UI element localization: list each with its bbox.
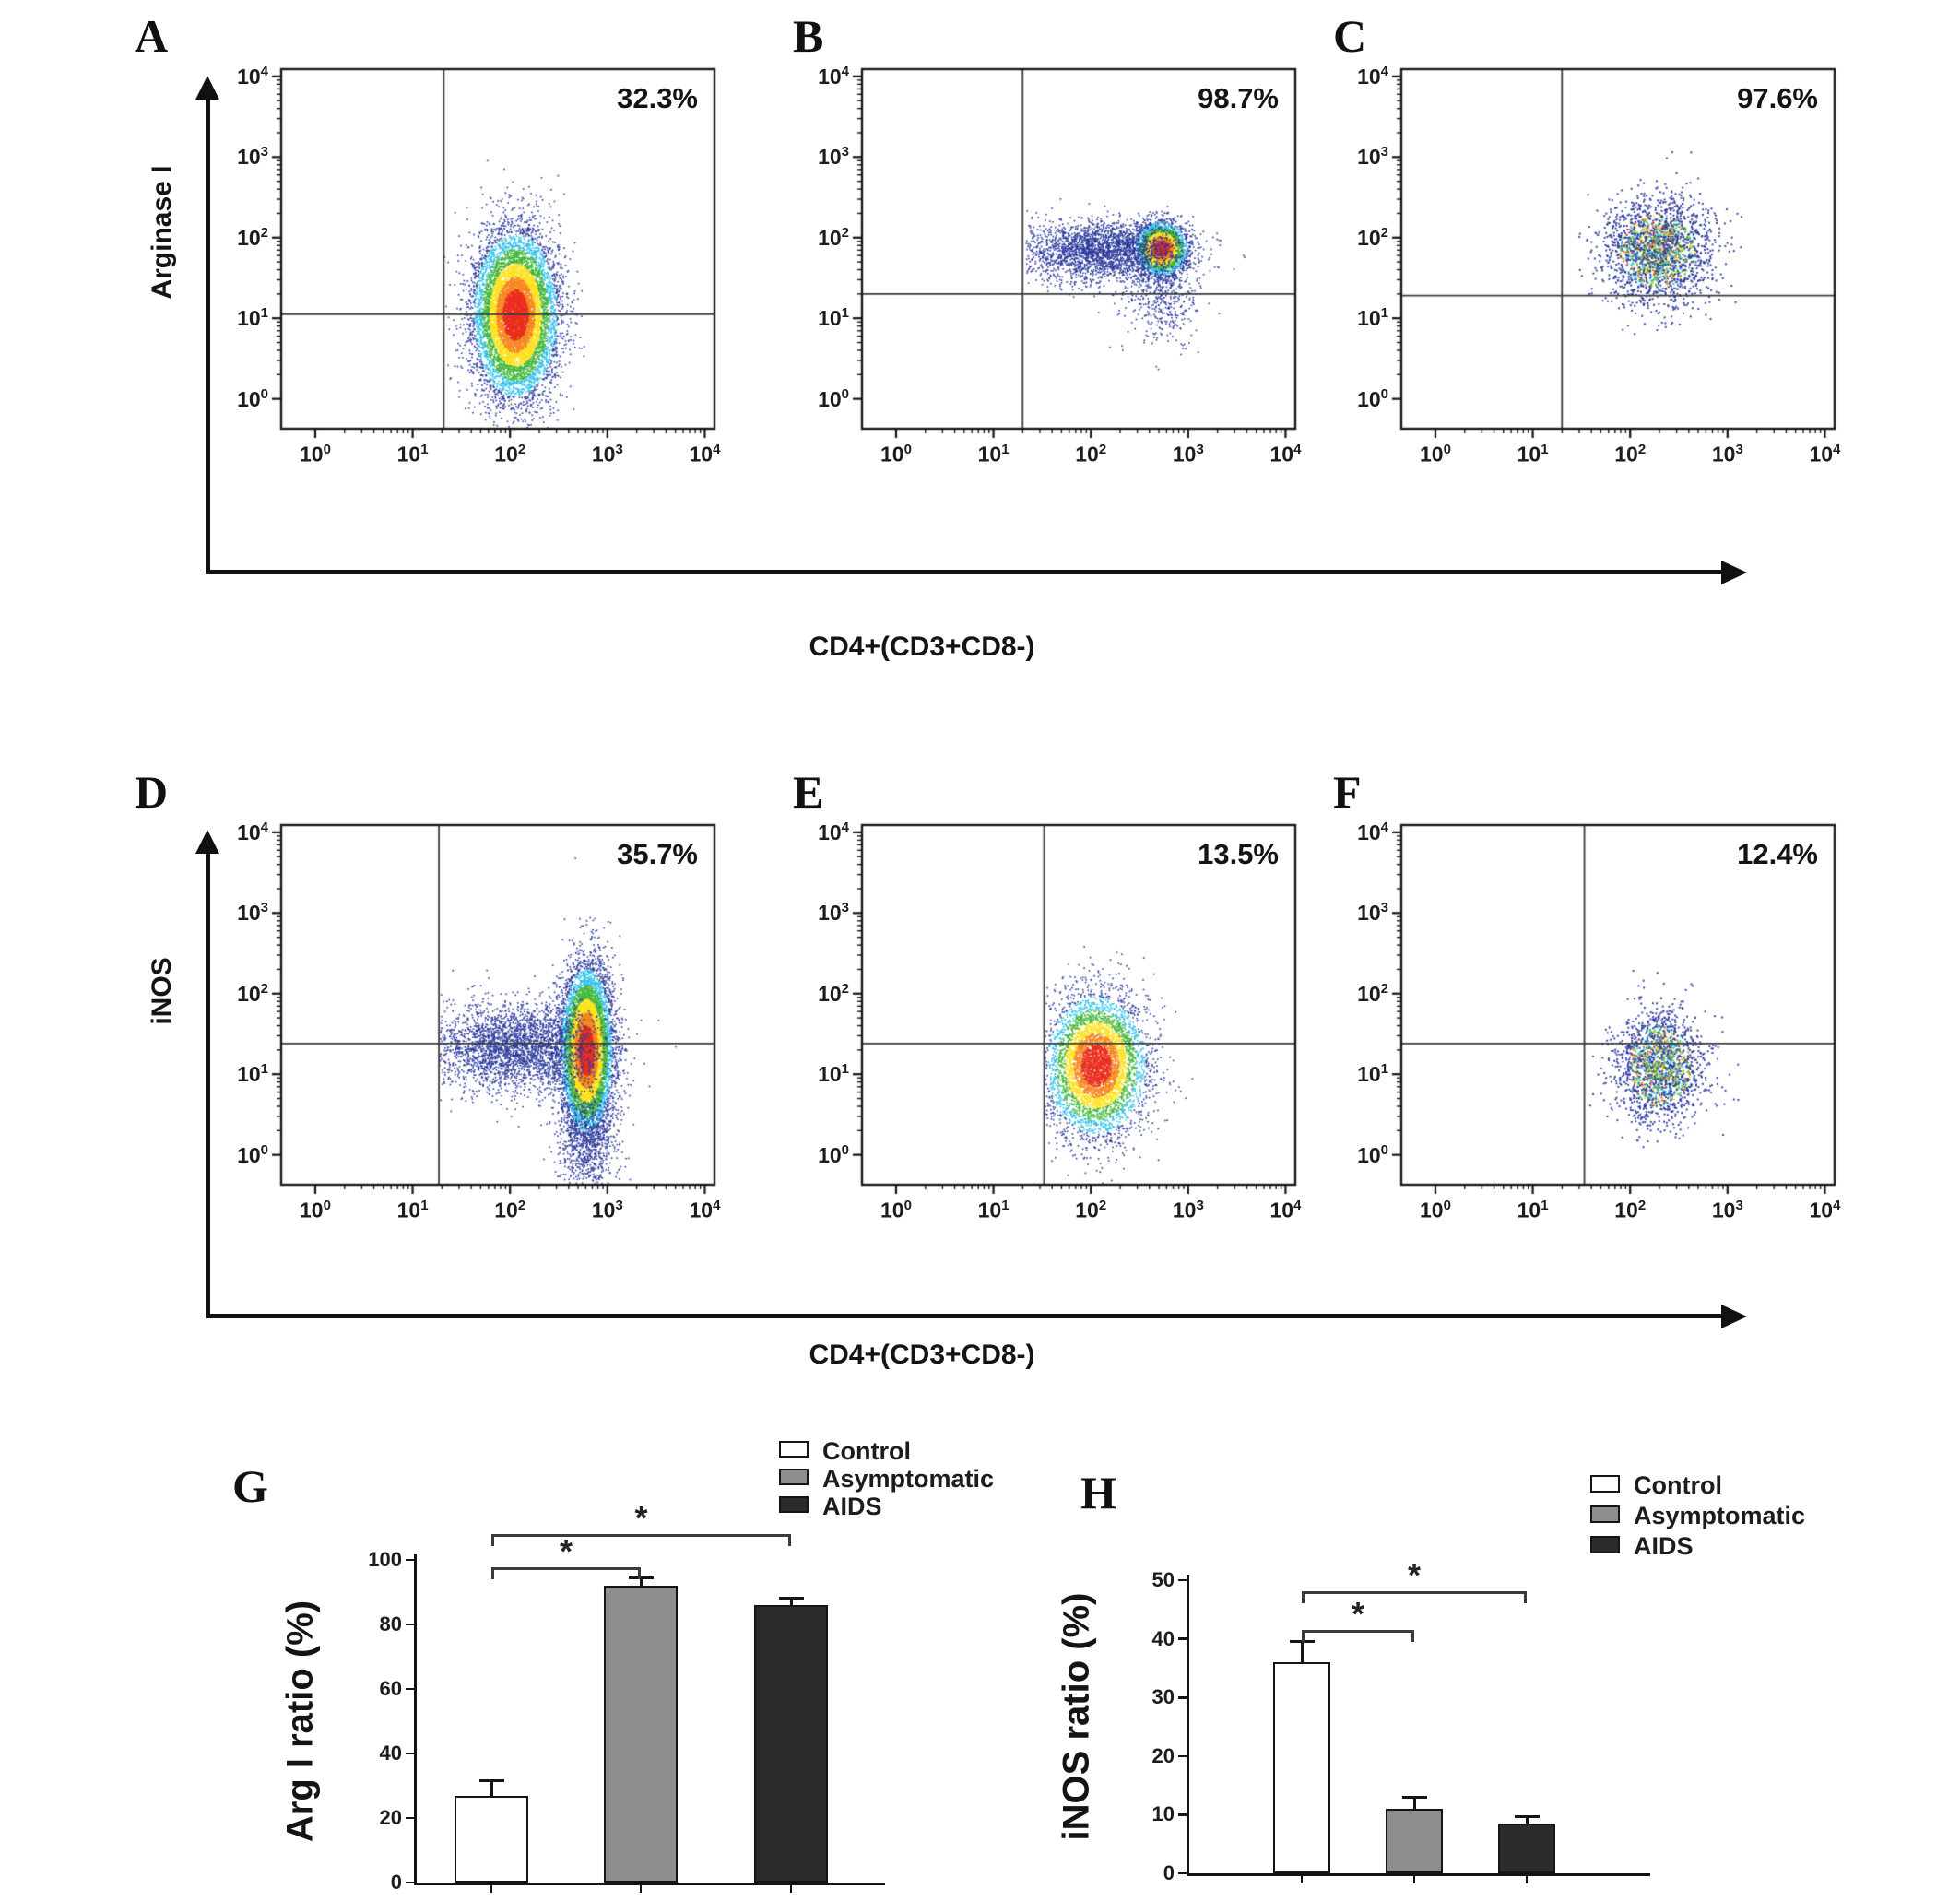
x-tick-label: $10^0$ <box>299 442 331 466</box>
bar-y-axis-title-H: iNOS ratio (%) <box>1056 1592 1097 1841</box>
bar-x-axis-line <box>1187 1873 1650 1876</box>
y-tick-label: $10^0$ <box>818 1141 849 1167</box>
y-tick-label: $10^1$ <box>1357 305 1388 331</box>
x-tick-label: $10^3$ <box>591 1198 623 1222</box>
bar-y-tick <box>1178 1579 1187 1582</box>
legend-swatch-aids <box>779 1496 809 1513</box>
y-tick-label: $10^0$ <box>237 1141 268 1167</box>
x-tick-label: $10^4$ <box>1809 1198 1841 1222</box>
quadrant-percentage-C: 97.6% <box>1737 82 1818 114</box>
bar-y-tick <box>1178 1872 1187 1875</box>
bar-x-axis-line <box>414 1883 885 1885</box>
bar-y-tick-label: 40 <box>379 1742 402 1765</box>
y-tick-label: $10^0$ <box>1357 385 1388 411</box>
bar-y-tick-label: 10 <box>1151 1802 1175 1826</box>
bar-asymptomatic <box>604 1586 678 1883</box>
legend-swatch-control <box>779 1441 809 1458</box>
bar-y-tick <box>406 1753 414 1755</box>
y-tick-label: $10^0$ <box>818 385 849 411</box>
y-tick-label: $10^1$ <box>1357 1061 1388 1087</box>
error-bar-stem <box>1413 1797 1416 1809</box>
bar-y-tick <box>1178 1637 1187 1640</box>
bar-y-tick <box>406 1817 414 1820</box>
legend-swatch-control <box>1590 1475 1620 1493</box>
bar-y-tick <box>1178 1813 1187 1816</box>
y-tick-label: $10^4$ <box>818 64 849 89</box>
x-tick-label: $10^1$ <box>977 1198 1010 1222</box>
error-bar-cap <box>779 1597 804 1600</box>
significance-star: * <box>1351 1595 1365 1633</box>
y-tick-label: $10^1$ <box>818 305 849 331</box>
quadrant-percentage-D: 35.7% <box>617 838 698 870</box>
bar-y-axis-title-G: Arg I ratio (%) <box>279 1600 321 1843</box>
panel-letter-D: D <box>135 766 169 818</box>
x-tick-label: $10^2$ <box>1614 1198 1647 1222</box>
flow-y-axis-arrowhead-icon <box>195 830 219 854</box>
y-tick-label: $10^3$ <box>1357 144 1388 170</box>
bar-x-tick <box>490 1885 493 1893</box>
y-tick-label: $10^2$ <box>818 980 849 1006</box>
bar-y-axis-line <box>414 1554 417 1885</box>
x-tick-label: $10^2$ <box>494 442 526 466</box>
x-tick-label: $10^4$ <box>689 1198 721 1222</box>
legend-label-asymptomatic: Asymptomatic <box>822 1465 995 1493</box>
error-bar-cap <box>1402 1796 1427 1799</box>
x-tick-label: $10^2$ <box>1614 442 1647 466</box>
x-tick-label: $10^0$ <box>880 1198 912 1222</box>
error-bar-stem <box>490 1781 493 1796</box>
x-tick-label: $10^4$ <box>1269 442 1302 466</box>
y-tick-label: $10^4$ <box>237 64 268 89</box>
flow-y-axis-arrowhead-icon <box>195 76 219 100</box>
x-tick-label: $10^0$ <box>299 1198 331 1222</box>
bar-aids <box>1498 1824 1555 1873</box>
bar-x-tick <box>1526 1876 1529 1883</box>
x-tick-label: $10^1$ <box>1517 1198 1549 1222</box>
y-tick-label: $10^4$ <box>818 820 849 844</box>
bar-y-tick <box>1178 1696 1187 1699</box>
x-tick-label: $10^4$ <box>1269 1198 1302 1222</box>
bar-aids <box>754 1605 828 1883</box>
y-tick-label: $10^2$ <box>1357 224 1388 250</box>
bar-y-tick <box>406 1688 414 1691</box>
bar-y-tick-label: 40 <box>1151 1626 1175 1650</box>
bar-x-tick <box>1301 1876 1304 1883</box>
y-tick-label: $10^3$ <box>237 900 268 926</box>
flow-y-axis-title: iNOS <box>147 957 177 1025</box>
bar-y-tick-label: 60 <box>379 1677 402 1700</box>
quadrant-percentage-E: 13.5% <box>1198 838 1279 870</box>
y-tick-label: $10^4$ <box>1357 820 1388 844</box>
y-tick-label: $10^4$ <box>237 820 268 844</box>
flow-x-axis-arrow-shaft <box>206 570 1722 574</box>
x-tick-label: $10^0$ <box>1419 442 1451 466</box>
x-tick-label: $10^3$ <box>1172 442 1204 466</box>
panel-letter-G: G <box>232 1460 268 1512</box>
y-tick-label: $10^1$ <box>237 305 268 331</box>
flow-x-axis-arrow-shaft <box>206 1314 1722 1318</box>
legend-label-aids: AIDS <box>1634 1532 1694 1560</box>
panel-letter-H: H <box>1080 1467 1116 1518</box>
y-tick-label: $10^1$ <box>818 1061 849 1087</box>
legend-swatch-asymptomatic <box>1590 1505 1620 1523</box>
quadrant-percentage-F: 12.4% <box>1737 838 1818 870</box>
flow-x-axis-title: CD4+(CD3+CD8-) <box>809 632 1035 662</box>
x-tick-label: $10^3$ <box>1711 442 1743 466</box>
bar-y-axis-line <box>1187 1575 1189 1876</box>
bar-y-tick-label: 100 <box>368 1548 402 1571</box>
bar-y-tick-label: 50 <box>1151 1568 1175 1591</box>
bar-y-tick <box>1178 1755 1187 1758</box>
x-tick-label: $10^1$ <box>396 442 429 466</box>
bar-control <box>455 1796 528 1883</box>
y-tick-label: $10^3$ <box>1357 900 1388 926</box>
legend-label-control: Control <box>822 1437 911 1465</box>
error-bar-cap <box>1515 1815 1540 1818</box>
bar-x-tick <box>790 1885 793 1893</box>
x-tick-label: $10^2$ <box>1075 442 1107 466</box>
bar-x-tick <box>640 1885 643 1893</box>
legend-swatch-asymptomatic <box>779 1469 809 1485</box>
x-tick-label: $10^2$ <box>494 1198 526 1222</box>
bar-y-tick-label: 0 <box>1163 1861 1175 1884</box>
flow-y-axis-arrow-shaft <box>206 98 210 574</box>
bar-y-tick-label: 20 <box>379 1806 402 1829</box>
y-tick-label: $10^0$ <box>237 385 268 411</box>
bar-x-tick <box>1413 1876 1416 1883</box>
panel-letter-B: B <box>793 10 824 62</box>
y-tick-label: $10^2$ <box>1357 980 1388 1006</box>
bar-y-tick-label: 30 <box>1151 1685 1175 1709</box>
y-tick-label: $10^0$ <box>1357 1141 1388 1167</box>
bar-y-tick <box>406 1624 414 1626</box>
bar-y-tick-label: 80 <box>379 1612 402 1635</box>
x-tick-label: $10^4$ <box>1809 442 1841 466</box>
bar-y-tick <box>406 1559 414 1562</box>
error-bar-cap <box>479 1779 504 1782</box>
x-tick-label: $10^3$ <box>1172 1198 1204 1222</box>
y-tick-label: $10^4$ <box>1357 64 1388 89</box>
x-tick-label: $10^3$ <box>591 442 623 466</box>
panel-letter-F: F <box>1333 766 1362 818</box>
x-tick-label: $10^1$ <box>396 1198 429 1222</box>
bar-control <box>1273 1662 1330 1873</box>
y-tick-label: $10^3$ <box>237 144 268 170</box>
flow-y-axis-title: Arginase I <box>147 165 177 300</box>
panel-letter-E: E <box>793 766 824 818</box>
error-bar-stem <box>1301 1642 1304 1662</box>
significance-star: * <box>559 1532 573 1570</box>
x-tick-label: $10^0$ <box>880 442 912 466</box>
x-tick-label: $10^2$ <box>1075 1198 1107 1222</box>
bar-y-tick-label: 0 <box>390 1871 402 1894</box>
bar-asymptomatic <box>1386 1809 1443 1873</box>
flow-x-axis-arrowhead-icon <box>1721 1305 1747 1328</box>
y-tick-label: $10^2$ <box>818 224 849 250</box>
significance-star: * <box>634 1499 648 1537</box>
x-tick-label: $10^0$ <box>1419 1198 1451 1222</box>
legend-label-asymptomatic: Asymptomatic <box>1634 1502 1806 1529</box>
x-tick-label: $10^3$ <box>1711 1198 1743 1222</box>
x-tick-label: $10^1$ <box>1517 442 1549 466</box>
legend-label-aids: AIDS <box>822 1493 882 1520</box>
legend-swatch-aids <box>1590 1536 1620 1553</box>
quadrant-percentage-A: 32.3% <box>617 82 698 114</box>
bar-y-tick-label: 20 <box>1151 1743 1175 1767</box>
panel-letter-C: C <box>1333 10 1367 62</box>
panel-letter-A: A <box>135 10 169 62</box>
flow-y-axis-arrow-shaft <box>206 852 210 1318</box>
x-tick-label: $10^4$ <box>689 442 721 466</box>
y-tick-label: $10^1$ <box>237 1061 268 1087</box>
x-tick-label: $10^1$ <box>977 442 1010 466</box>
flow-x-axis-title: CD4+(CD3+CD8-) <box>809 1340 1035 1370</box>
legend-label-control: Control <box>1634 1471 1722 1499</box>
flow-x-axis-arrowhead-icon <box>1721 561 1747 584</box>
quadrant-percentage-B: 98.7% <box>1198 82 1279 114</box>
y-tick-label: $10^3$ <box>818 900 849 926</box>
bar-y-tick <box>406 1882 414 1884</box>
y-tick-label: $10^2$ <box>237 224 268 250</box>
y-tick-label: $10^2$ <box>237 980 268 1006</box>
y-tick-label: $10^3$ <box>818 144 849 170</box>
significance-star: * <box>1407 1556 1422 1594</box>
